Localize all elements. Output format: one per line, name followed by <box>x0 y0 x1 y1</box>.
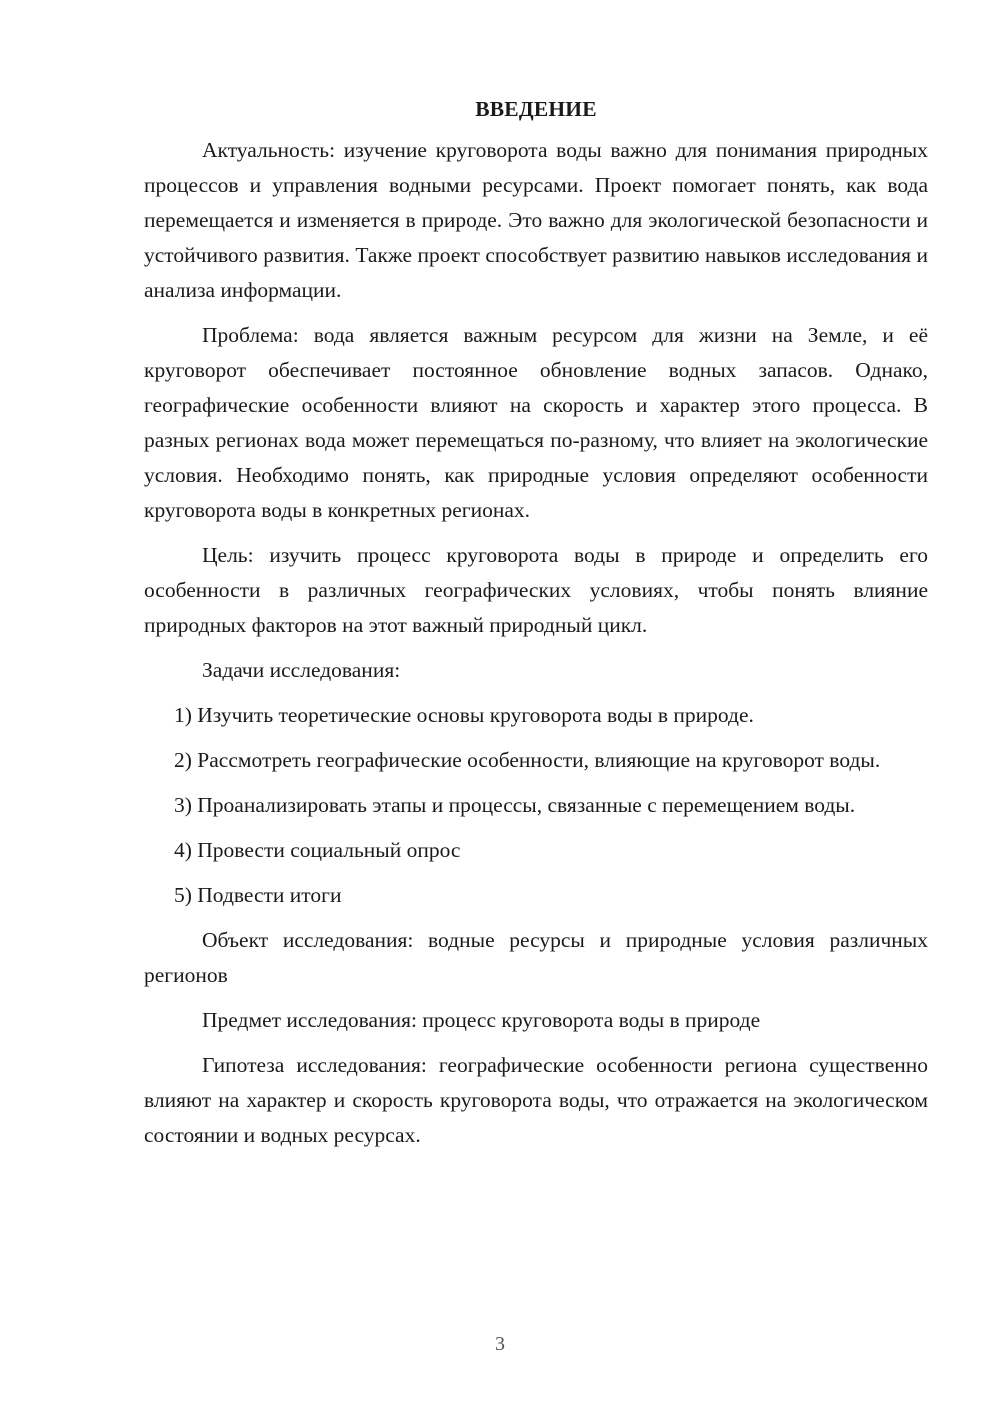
paragraph-problem: Проблема: вода является важным ресурсом для жизни на Земле, и её круговорот обеспечивает постоянное обновление водных запасов. Однако, географические особенности влияют на скорость и характер этого процесса. В разных регионах вода может перемещаться по-разному, что влияет на экологические условия. Необходимо понять, как природные условия определяют особенности круговорота воды в конкретных регионах. <box>144 323 928 522</box>
paragraph-hypothesis: Гипотеза исследования: географические особенности региона существенно влияют на характер и скорость круговорота воды, что отражается на экологическом состоянии и водных ресурсах. <box>144 1053 928 1147</box>
paragraph-goal: Цель: изучить процесс круговорота воды в природе и определить его особенности в различных географических условиях, чтобы понять влияние природных факторов на этот важный природный цикл. <box>144 543 928 637</box>
task-item-5: 5) Подвести итоги <box>174 883 342 907</box>
paragraph-relevance: Актуальность: изучение круговорота воды важно для понимания природных процессов и управления водными ресурсами. Проект помогает понять, как вода перемещается и изменяется в природе. Это важно для экологической безопасности и устойчивого развития. Также проект способствует развитию навыков исследования и анализа информации. <box>144 138 928 302</box>
task-item-4: 4) Провести социальный опрос <box>174 838 461 862</box>
paragraph-object: Объект исследования: водные ресурсы и природные условия различных регионов <box>144 928 928 987</box>
tasks-heading: Задачи исследования: <box>202 658 401 682</box>
task-item-2: 2) Рассмотреть географические особенности, влияющие на круговорот воды. <box>174 748 881 772</box>
section-heading: ВВЕДЕНИЕ <box>475 97 597 121</box>
document-page <box>144 92 928 1163</box>
page-number: 3 <box>495 1333 505 1355</box>
paragraph-subject: Предмет исследования: процесс круговорота воды в природе <box>202 1008 761 1032</box>
task-item-1: 1) Изучить теоретические основы круговорота воды в природе. <box>174 703 754 727</box>
task-item-3: 3) Проанализировать этапы и процессы, связанные с перемещением воды. <box>174 793 856 817</box>
